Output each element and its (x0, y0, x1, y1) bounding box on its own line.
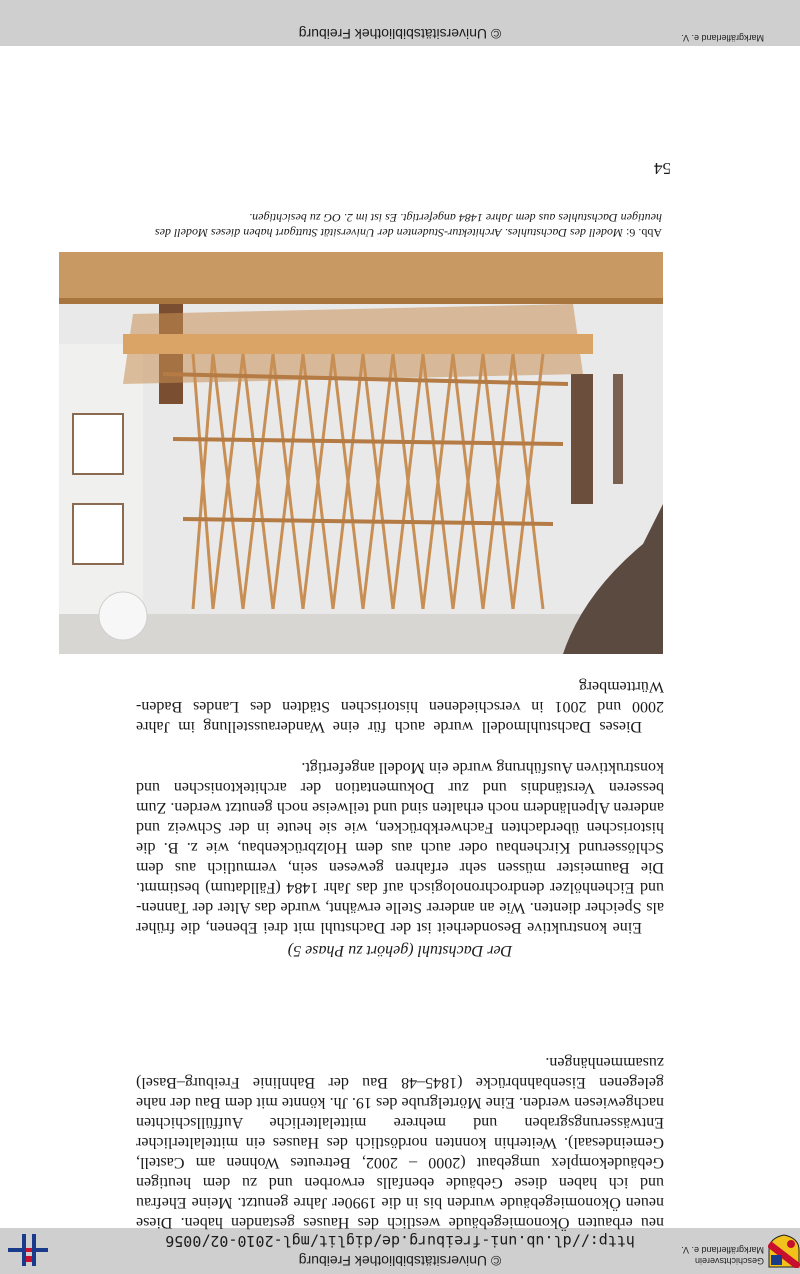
paragraph-2 (136, 757, 664, 937)
page-number: 54 (654, 159, 671, 178)
document-url-link[interactable]: http://dl.ub.uni-freiburg.de/diglit/mgl-2010-02/0056 (165, 1232, 635, 1250)
copyright-text: © Universitätsbibliothek Freiburg (298, 1253, 502, 1269)
roof-truss-model-photo (59, 252, 663, 654)
footer-copyright-text: © Universitätsbibliothek Freiburg (298, 26, 502, 42)
society-line-2: Markgräflerland e. V. (681, 1245, 764, 1255)
paragraph-2-text: Eine konstruktive Besonderheit ist der Dachstuhl mit drei Ebenen, die früher als Speicher dienten. Wie an anderer Stelle erwähnt, wurde das Alter der Tannen- und Eichenhölzer dendrochronologisch auf das Jahr 1484 (Fälldatum) bestimmt. Die Baumeister müssen sehr erfahren gewesen sein, vermutlich aus dem Schlösserund Kirchenbau oder auch aus dem Holzbrückenbau, wie z. B. die historischen überdachten Fachwerkbrücken, wie sie heute in der Schweiz und anderen Alpenländern noch erhalten sind und teilweise noch genutzt werden. Zum besseren Verständnis und zur Dokumentation der architektonischen und konstruktiven Ausführung wurde ein Modell angefertigt. (136, 759, 664, 936)
section-heading: Der Dachstuhl (gehört zu Phase 5) (287, 942, 513, 959)
footer-bar (0, 0, 800, 46)
figure-caption (132, 210, 662, 240)
figure-caption-text: Modell des Dachstuhles. Architektur-Studenten der Universität Stuttgart haben dieses Modell des heutigen Dachstuhles aus dem Jahre 1484 angefertigt. Es ist im 2. OG zu besichtigen. (154, 211, 662, 240)
paragraph-1-text: neu erbauten Ökonomiegebäude westlich des Hauses gestanden haben. Diese neuen Ökonomiegebäude wurden bis in die 1990er Jahre genutzt. Meine Ehefrau und ich haben diese Gebäude ebenfalls erworben und zu dem heutigen Gebäudekomplex umgebaut (2000 – 2002, Betreutes Wohnen am Castell, Gemeindesaal). Weiterhin konnten nordöstlich des Hauses ein mittelalterlicher Entwässerungsgraben und mehrere mittelalterliche Auffüllschichten nachgewiesen werden. Eine Mörtelgrube des 19. Jh. könnte mit dem Bau der nahe gelegenen Eisenbahnbrücke (1845–48 Bau der Bahnlinie Freiburg–Basel) zusammenhängen. (136, 1054, 664, 1231)
paragraph-3 (136, 676, 664, 736)
header-bar (0, 1228, 800, 1274)
paragraph-1 (136, 1052, 664, 1232)
footer-society-name: Markgräflerland e. V. (681, 33, 764, 43)
university-logo-icon (0, 1230, 52, 1270)
paragraph-3-text: Dieses Dachstuhlmodell wurde auch für eine Wanderausstellung im Jahre 2000 und 2001 in verschiedenen historischen Städten des Landes Baden-Württemberg (136, 678, 664, 735)
society-line-1: Geschichtsverein (694, 1256, 764, 1266)
figure-label: Abb. 6: (626, 226, 662, 240)
